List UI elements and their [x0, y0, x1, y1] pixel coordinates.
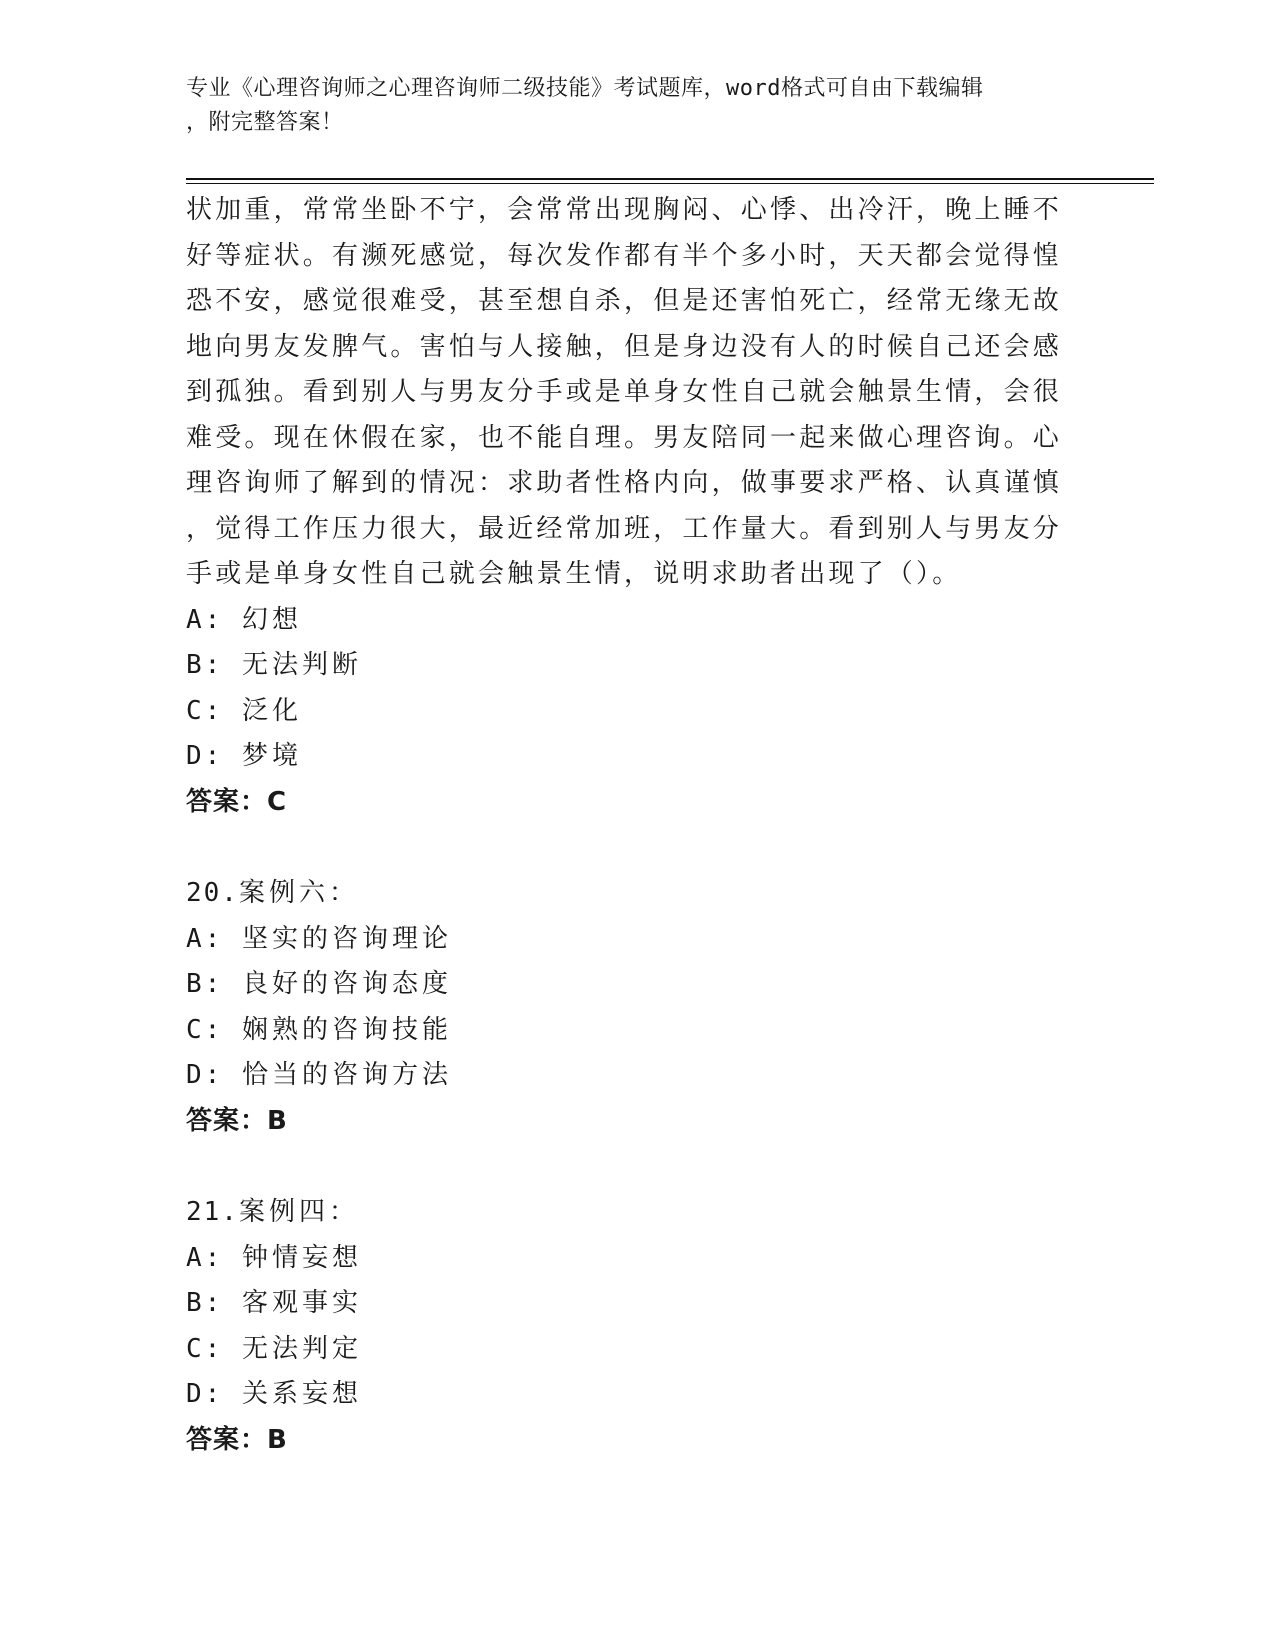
question-title-text: 案例四： — [238, 1197, 359, 1227]
option-text: 钟情妄想 — [241, 1242, 362, 1273]
question-number: 21. — [186, 1197, 239, 1227]
option-text: 梦境 — [241, 741, 302, 771]
option-c — [186, 689, 1066, 735]
header-line-2: ，附完整答案！ — [186, 110, 344, 135]
option-key: A: — [186, 923, 224, 954]
stem-line: 地向男友发脾气。害怕与人接触，但是身边没有人的时候自己还会感 — [186, 331, 1063, 362]
option-d — [186, 1053, 1066, 1099]
answer-line: 答案：B — [186, 1105, 288, 1136]
option-key: B: — [186, 1288, 224, 1318]
question-19 — [186, 188, 1066, 825]
question-title — [186, 871, 1066, 917]
spacer — [186, 1144, 1066, 1190]
option-text: 无法判断 — [241, 650, 362, 680]
question-number: 20. — [186, 878, 239, 908]
stem-line: 状加重，常常坐卧不宁，会常常出现胸闷、心悸、出冷汗，晚上睡不 — [186, 195, 1063, 225]
option-key: B: — [186, 969, 224, 999]
option-text: 无法判定 — [241, 1333, 362, 1364]
option-d — [186, 1372, 1066, 1418]
option-text: 娴熟的咨询技能 — [241, 1014, 452, 1045]
option-key: C: — [186, 1333, 224, 1364]
stem-line: 到孤独。看到别人与男友分手或是单身女性自己就会触景生情，会很 — [186, 377, 1063, 407]
option-text: 客观事实 — [241, 1288, 362, 1318]
option-key: A: — [186, 604, 224, 635]
option-b — [186, 643, 1066, 689]
spacer — [186, 825, 1066, 871]
option-text: 良好的咨询态度 — [241, 969, 452, 999]
question-title — [186, 1190, 1066, 1236]
document-body — [186, 188, 1066, 1463]
option-key: C: — [186, 1014, 224, 1045]
question-stem — [186, 188, 1066, 598]
answer-line: 答案：B — [186, 1424, 288, 1455]
header-divider — [186, 178, 1154, 184]
header-line-1: 专业《心理咨询师之心理咨询师二级技能》考试题库，word格式可自由下载编辑 — [186, 76, 984, 101]
page-header — [186, 72, 1066, 140]
option-key: B: — [186, 650, 224, 680]
option-text: 泛化 — [241, 695, 302, 726]
option-key: A: — [186, 1242, 224, 1273]
question-20 — [186, 871, 1066, 1144]
option-key: D: — [186, 741, 224, 771]
stem-line: 手或是单身女性自己就会触景生情，说明求助者出现了（）。 — [186, 559, 962, 589]
option-text: 坚实的咨询理论 — [241, 923, 452, 954]
option-text: 恰当的咨询方法 — [241, 1060, 452, 1090]
stem-line: 好等症状。有濒死感觉，每次发作都有半个多小时，天天都会觉得惶 — [186, 240, 1063, 271]
option-key: D: — [186, 1379, 224, 1409]
option-a — [186, 917, 1066, 963]
stem-line: 恐不安，感觉很难受，甚至想自杀，但是还害怕死亡，经常无缘无故 — [186, 286, 1063, 316]
stem-line: 难受。现在休假在家，也不能自理。男友陪同一起来做心理咨询。心 — [186, 422, 1063, 453]
stem-line: 理咨询师了解到的情况：求助者性格内向，做事要求严格、认真谨慎 — [186, 468, 1063, 498]
option-text: 关系妄想 — [241, 1379, 362, 1409]
option-key: C: — [186, 695, 224, 726]
option-c — [186, 1008, 1066, 1054]
option-b — [186, 962, 1066, 1008]
option-a — [186, 598, 1066, 644]
option-b — [186, 1281, 1066, 1327]
option-text: 幻想 — [241, 604, 302, 635]
option-a — [186, 1236, 1066, 1282]
stem-line: ，觉得工作压力很大，最近经常加班，工作量大。看到别人与男友分 — [186, 513, 1063, 544]
question-title-text: 案例六： — [238, 878, 359, 908]
answer-line: 答案：C — [186, 786, 288, 817]
option-d — [186, 734, 1066, 780]
option-key: D: — [186, 1060, 224, 1090]
option-c — [186, 1327, 1066, 1373]
question-21 — [186, 1190, 1066, 1463]
